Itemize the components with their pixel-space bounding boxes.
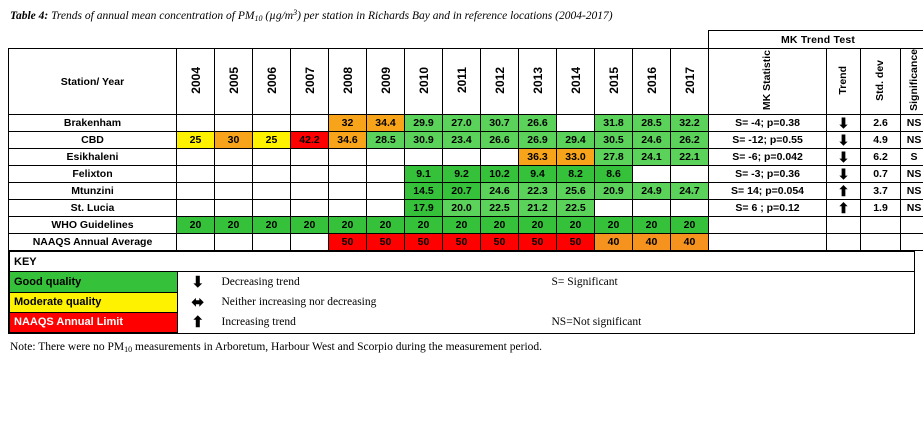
value-cell: 20 (329, 217, 367, 234)
value-cell: 14.5 (405, 183, 443, 200)
year-header-label: 2016 (644, 66, 659, 94)
year-header-label: 2004 (188, 66, 203, 94)
value-cell: 34.4 (367, 115, 405, 132)
value-cell: 21.2 (519, 200, 557, 217)
caption-sup-3: 3 (293, 8, 298, 17)
year-header-label: 2008 (340, 66, 355, 94)
value-cell: 20.0 (443, 200, 481, 217)
value-cell: 23.4 (443, 132, 481, 149)
year-header-label: 2005 (226, 66, 241, 94)
value-cell (291, 200, 329, 217)
value-cell: 50 (519, 234, 557, 251)
mk-column-label: Trend (837, 65, 850, 95)
value-cell (595, 200, 633, 217)
value-cell (557, 115, 595, 132)
value-cell: 20 (367, 217, 405, 234)
std-dev-cell (861, 217, 901, 234)
trend-up-icon: ⬆ (837, 199, 850, 216)
key-block (8, 251, 915, 334)
value-cell: 33.0 (557, 149, 595, 166)
value-cell (329, 166, 367, 183)
year-header-2016 (633, 49, 671, 115)
year-header-2010 (405, 49, 443, 115)
trend-arrow-cell (827, 200, 861, 217)
value-cell: 8.2 (557, 166, 595, 183)
value-cell: 22.5 (481, 200, 519, 217)
value-cell: 20 (481, 217, 519, 234)
table-row (9, 132, 923, 149)
year-header-2005 (215, 49, 253, 115)
value-cell: 40 (633, 234, 671, 251)
mk-column-header (709, 49, 827, 115)
trend-up-icon: ⬆ (837, 182, 850, 199)
note-text-1: Note: There were no PM (10, 340, 125, 353)
trend-arrow-cell (827, 166, 861, 183)
table-row (9, 234, 923, 251)
key-color-band: NAAQS Annual Limit (10, 312, 178, 332)
caption-sub-10: 10 (254, 14, 263, 23)
value-cell: 26.9 (519, 132, 557, 149)
key-row (10, 312, 915, 332)
legend-abbrev: S= Significant (551, 276, 618, 289)
year-header-label: 2015 (606, 66, 621, 94)
station-name-cell: Mtunzini (9, 183, 177, 200)
trend-down-icon: ⬇ (837, 148, 850, 165)
mk-column-header (827, 49, 861, 115)
value-cell (253, 183, 291, 200)
mk-statistic-cell (709, 234, 827, 251)
legend-abbrev (548, 292, 915, 312)
value-cell: 27.8 (595, 149, 633, 166)
year-header-label: 2012 (492, 66, 507, 94)
key-color-band: Good quality (10, 272, 178, 293)
year-header-2013 (519, 49, 557, 115)
value-cell: 32.2 (671, 115, 709, 132)
trend-arrow-cell (827, 115, 861, 132)
legend-abbrev: NS=Not significant (551, 316, 642, 329)
value-cell (177, 234, 215, 251)
value-cell: 40 (595, 234, 633, 251)
value-cell: 30.9 (405, 132, 443, 149)
table-row (9, 149, 923, 166)
value-cell (177, 200, 215, 217)
value-cell: 20 (671, 217, 709, 234)
year-header-label: 2014 (568, 66, 583, 94)
value-cell (215, 115, 253, 132)
station-name-cell: Felixton (9, 166, 177, 183)
year-header-2007 (291, 49, 329, 115)
year-header-label: 2007 (302, 66, 317, 94)
value-cell: 9.2 (443, 166, 481, 183)
table-caption (10, 10, 915, 24)
year-header-label: 2009 (378, 66, 393, 94)
value-cell: 24.7 (671, 183, 709, 200)
year-header-label: 2006 (264, 66, 279, 94)
note-text-2: measurements in Arboretum, Harbour West and Scorpio during the measurement period. (132, 340, 543, 353)
value-cell (291, 149, 329, 166)
value-cell (405, 149, 443, 166)
station-name-cell: CBD (9, 132, 177, 149)
significance-cell (901, 217, 923, 234)
legend-text: Decreasing trend (221, 276, 300, 289)
value-cell (177, 115, 215, 132)
value-cell: 28.5 (367, 132, 405, 149)
value-cell: 22.1 (671, 149, 709, 166)
trend-down-icon: ⬇ (837, 114, 850, 131)
std-dev-cell: 6.2 (861, 149, 901, 166)
station-name-cell: Esikhaleni (9, 149, 177, 166)
value-cell (253, 149, 291, 166)
value-cell (671, 166, 709, 183)
value-cell: 24.9 (633, 183, 671, 200)
value-cell: 24.6 (481, 183, 519, 200)
value-cell: 20 (557, 217, 595, 234)
key-title-row (10, 252, 915, 272)
value-cell (367, 200, 405, 217)
std-dev-cell: 2.6 (861, 115, 901, 132)
value-cell (215, 166, 253, 183)
table-header-row-group (9, 30, 923, 49)
year-header-2014 (557, 49, 595, 115)
value-cell: 25 (253, 132, 291, 149)
table-row (9, 200, 923, 217)
key-row (10, 272, 915, 293)
value-cell: 20 (291, 217, 329, 234)
value-cell: 50 (443, 234, 481, 251)
value-cell (215, 149, 253, 166)
legend-up-icon: ⬆ (191, 314, 205, 332)
value-cell: 25 (177, 132, 215, 149)
significance-cell: S (901, 149, 923, 166)
value-cell (291, 115, 329, 132)
std-dev-cell: 3.7 (861, 183, 901, 200)
table-row (9, 183, 923, 200)
mk-column-label: Significance (907, 49, 920, 112)
mk-statistic-cell: S= 6 ; p=0.12 (709, 200, 827, 217)
table-row (9, 115, 923, 132)
year-header-2015 (595, 49, 633, 115)
value-cell (215, 200, 253, 217)
mk-statistic-cell: S= -6; p=0.042 (709, 149, 827, 166)
trend-arrow-cell (827, 183, 861, 200)
mk-statistic-cell: S= -4; p=0.38 (709, 115, 827, 132)
value-cell (253, 234, 291, 251)
value-cell: 24.6 (633, 132, 671, 149)
mk-column-label: MK Statistic (761, 50, 774, 111)
value-cell: 22.5 (557, 200, 595, 217)
caption-text-3: ) per station in Richards Bay and in reference locations (2004-2017) (297, 10, 613, 22)
mk-statistic-cell (709, 217, 827, 234)
value-cell: 20 (177, 217, 215, 234)
value-cell: 29.9 (405, 115, 443, 132)
significance-cell: NS (901, 183, 923, 200)
value-cell (367, 166, 405, 183)
value-cell (177, 166, 215, 183)
mk-statistic-cell: S= -12; p=0.55 (709, 132, 827, 149)
value-cell (215, 183, 253, 200)
value-cell (329, 183, 367, 200)
year-header-2004 (177, 49, 215, 115)
year-header-2011 (443, 49, 481, 115)
value-cell (633, 166, 671, 183)
mk-statistic-cell: S= 14; p=0.054 (709, 183, 827, 200)
key-row (10, 292, 915, 312)
std-dev-cell (861, 234, 901, 251)
value-cell: 20 (633, 217, 671, 234)
key-title: KEY (10, 252, 915, 272)
std-dev-cell: 1.9 (861, 200, 901, 217)
year-header-2008 (329, 49, 367, 115)
value-cell (253, 115, 291, 132)
value-cell: 36.3 (519, 149, 557, 166)
table-header-row (9, 49, 923, 115)
trend-down-icon: ⬇ (837, 165, 850, 182)
value-cell (291, 166, 329, 183)
station-name-cell: NAAQS Annual Average (9, 234, 177, 251)
station-name-cell: Brakenham (9, 115, 177, 132)
value-cell (367, 183, 405, 200)
value-cell: 30 (215, 132, 253, 149)
value-cell (291, 234, 329, 251)
legend-both-icon: ⬌ (191, 294, 205, 312)
trend-arrow-cell (827, 217, 861, 234)
key-table (9, 251, 915, 333)
value-cell: 20 (253, 217, 291, 234)
value-cell (253, 166, 291, 183)
value-cell (671, 200, 709, 217)
mk-column-header (861, 49, 901, 115)
value-cell: 28.5 (633, 115, 671, 132)
value-cell (443, 149, 481, 166)
value-cell: 40 (671, 234, 709, 251)
legend-down-icon: ⬇ (191, 274, 205, 292)
significance-cell: NS (901, 132, 923, 149)
value-cell: 26.2 (671, 132, 709, 149)
station-name-cell: WHO Guidelines (9, 217, 177, 234)
value-cell: 27.0 (443, 115, 481, 132)
caption-text-2: (µg/m (262, 10, 294, 22)
trend-arrow-cell (827, 234, 861, 251)
trend-down-icon: ⬇ (837, 131, 850, 148)
year-header-2009 (367, 49, 405, 115)
value-cell: 30.5 (595, 132, 633, 149)
year-header-2017 (671, 49, 709, 115)
value-cell (177, 183, 215, 200)
value-cell: 25.6 (557, 183, 595, 200)
value-cell: 30.7 (481, 115, 519, 132)
value-cell: 50 (367, 234, 405, 251)
value-cell (177, 149, 215, 166)
value-cell: 20.7 (443, 183, 481, 200)
value-cell: 22.3 (519, 183, 557, 200)
value-cell: 9.1 (405, 166, 443, 183)
significance-cell: NS (901, 200, 923, 217)
year-header-label: 2013 (530, 66, 545, 94)
year-header-2012 (481, 49, 519, 115)
value-cell (633, 200, 671, 217)
value-cell (481, 149, 519, 166)
year-header-label: 2010 (416, 66, 431, 94)
value-cell: 8.6 (595, 166, 633, 183)
value-cell (253, 200, 291, 217)
value-cell: 20.9 (595, 183, 633, 200)
legend-text: Increasing trend (221, 316, 296, 329)
trend-arrow-cell (827, 149, 861, 166)
value-cell: 50 (329, 234, 367, 251)
value-cell: 20 (595, 217, 633, 234)
table-note (10, 341, 915, 353)
key-color-band: Moderate quality (10, 292, 178, 312)
value-cell: 26.6 (481, 132, 519, 149)
caption-label: Table 4: (10, 10, 49, 22)
trend-arrow-cell (827, 132, 861, 149)
year-header-2006 (253, 49, 291, 115)
mk-column-header (901, 49, 923, 115)
value-cell: 50 (481, 234, 519, 251)
station-year-header: Station/ Year (9, 49, 177, 115)
mk-trend-test-header: MK Trend Test (709, 30, 923, 49)
value-cell: 17.9 (405, 200, 443, 217)
station-name-cell: St. Lucia (9, 200, 177, 217)
value-cell: 9.4 (519, 166, 557, 183)
value-cell: 20 (443, 217, 481, 234)
value-cell: 20 (519, 217, 557, 234)
value-cell: 34.6 (329, 132, 367, 149)
value-cell: 50 (557, 234, 595, 251)
value-cell: 20 (215, 217, 253, 234)
value-cell (329, 149, 367, 166)
value-cell (367, 149, 405, 166)
pm10-trends-table (8, 30, 923, 251)
std-dev-cell: 0.7 (861, 166, 901, 183)
value-cell: 29.4 (557, 132, 595, 149)
year-header-label: 2017 (682, 66, 697, 94)
mk-column-label: Std. dev (874, 59, 887, 101)
table-row (9, 166, 923, 183)
value-cell: 32 (329, 115, 367, 132)
mk-statistic-cell: S= -3; p=0.36 (709, 166, 827, 183)
std-dev-cell: 4.9 (861, 132, 901, 149)
value-cell (215, 234, 253, 251)
table-row (9, 217, 923, 234)
value-cell: 50 (405, 234, 443, 251)
caption-text-1: Trends of annual mean concentration of PM (48, 10, 255, 22)
significance-cell (901, 234, 923, 251)
value-cell (291, 183, 329, 200)
significance-cell: NS (901, 115, 923, 132)
year-header-label: 2011 (454, 67, 469, 94)
header-spacer (9, 30, 709, 49)
value-cell: 42.2 (291, 132, 329, 149)
value-cell: 10.2 (481, 166, 519, 183)
significance-cell: NS (901, 166, 923, 183)
value-cell: 24.1 (633, 149, 671, 166)
value-cell: 26.6 (519, 115, 557, 132)
legend-text: Neither increasing nor decreasing (221, 296, 377, 309)
value-cell: 31.8 (595, 115, 633, 132)
note-sub-10: 10 (124, 344, 133, 354)
value-cell (329, 200, 367, 217)
value-cell: 20 (405, 217, 443, 234)
